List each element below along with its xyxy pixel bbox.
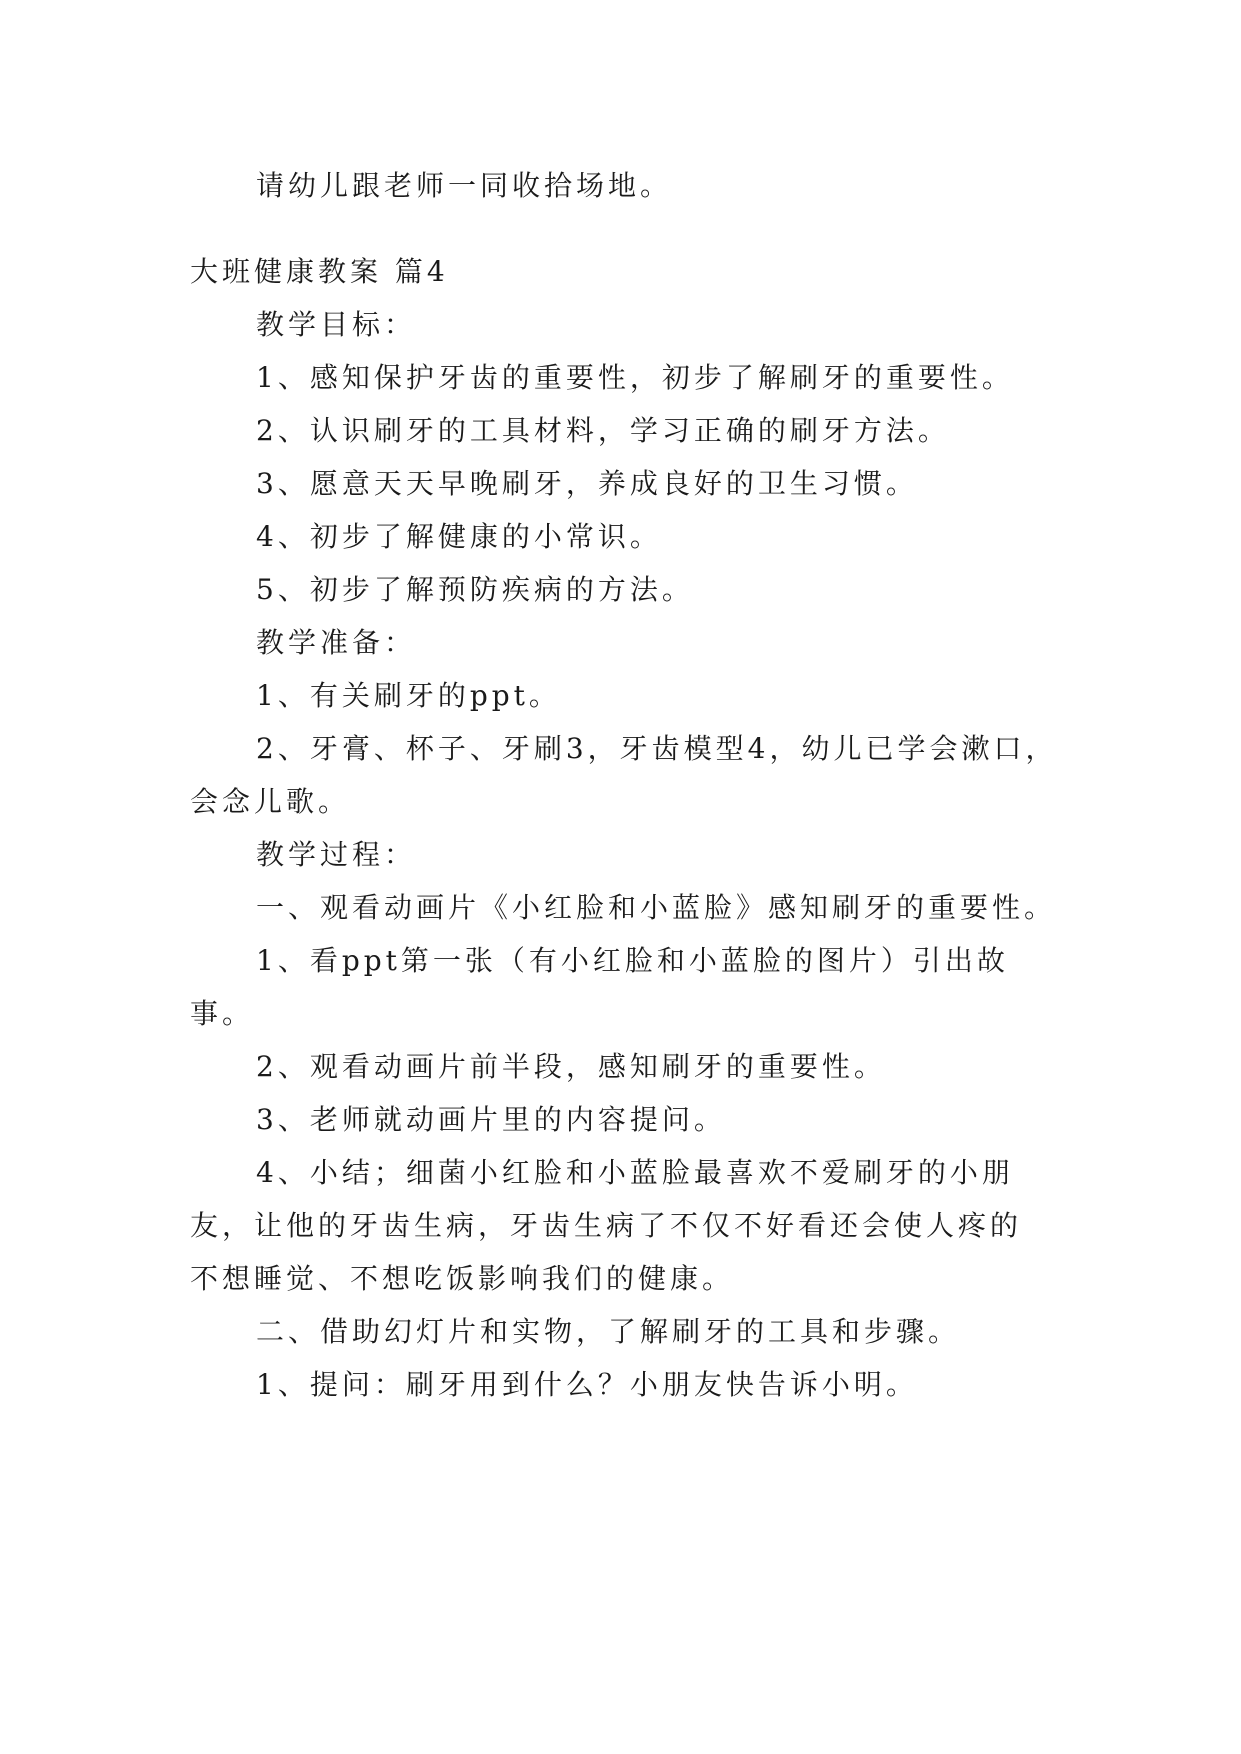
paragraph-line: 2、认识刷牙的工具材料，学习正确的刷牙方法。	[256, 414, 950, 447]
paragraph-line: 会念儿歌。	[190, 785, 351, 818]
paragraph-line: 4、初步了解健康的小常识。	[256, 520, 662, 553]
paragraph-line: 5、初步了解预防疾病的方法。	[256, 573, 694, 606]
paragraph-line: 一、观看动画片《小红脸和小蓝脸》感知刷牙的重要性。	[256, 891, 1057, 924]
paragraph-line: 事。	[190, 997, 255, 1030]
paragraph-line: 4、小结；细菌小红脸和小蓝脸最喜欢不爱刷牙的小朋	[256, 1156, 1014, 1189]
section-heading: 大班健康教案 篇4	[190, 255, 449, 288]
paragraph-line: 3、愿意天天早晚刷牙，养成良好的卫生习惯。	[256, 467, 918, 500]
paragraph-line: 1、有关刷牙的ppt。	[256, 679, 561, 712]
paragraph-line: 友，让他的牙齿生病，牙齿生病了不仅不好看还会使人疼的	[190, 1209, 1023, 1242]
paragraph-line: 不想睡觉、不想吃饭影响我们的健康。	[190, 1262, 735, 1295]
paragraph-line: 2、牙膏、杯子、牙刷3，牙齿模型4，幼儿已学会漱口，	[256, 732, 1058, 765]
paragraph-line: 教学准备：	[256, 626, 417, 659]
paragraph-line: 1、看ppt第一张（有小红脸和小蓝脸的图片）引出故	[256, 944, 1009, 977]
paragraph-line: 请幼儿跟老师一同收拾场地。	[256, 169, 673, 202]
paragraph-line: 2、观看动画片前半段，感知刷牙的重要性。	[256, 1050, 886, 1083]
paragraph-line: 二、借助幻灯片和实物，了解刷牙的工具和步骤。	[256, 1315, 961, 1348]
paragraph-line: 3、老师就动画片里的内容提问。	[256, 1103, 726, 1136]
paragraph-line: 1、提问：刷牙用到什么？小朋友快告诉小明。	[256, 1368, 918, 1401]
paragraph-line: 教学目标：	[256, 308, 417, 341]
paragraph-line: 教学过程：	[256, 838, 417, 871]
paragraph-line: 1、感知保护牙齿的重要性，初步了解刷牙的重要性。	[256, 361, 1014, 394]
